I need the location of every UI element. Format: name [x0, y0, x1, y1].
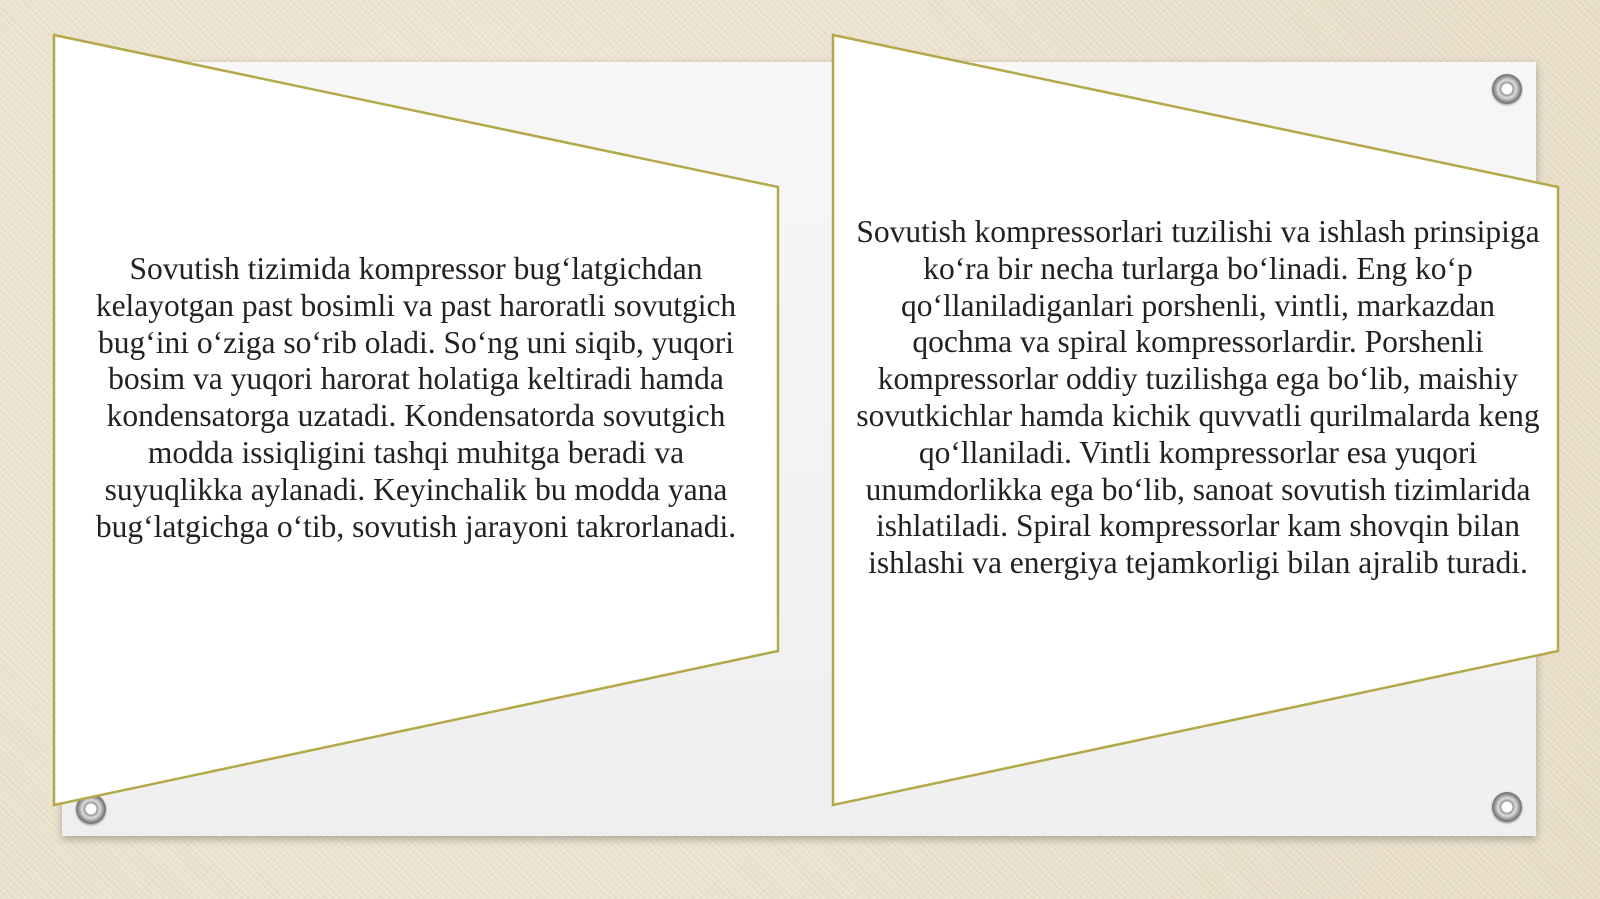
right-panel-text: [848, 214, 1548, 582]
left-panel-paragraph: Sovutish tizimida kompressor bug‘latgichdan kelayotgan past bosimli va past haroratli sovutgich bug‘ini o‘ziga so‘rib oladi. So‘ng uni siqib, yuqori bosim va yuqori harorat holatiga keltiradi hamda kondensatorga uzatadi. Kondensatorda sovutgich modda issiqligini tashqi muhitga beradi va suyuqlikka aylanadi. Keyinchalik bu modda yana bug‘latgichga o‘tib, sovutish jarayoni takrorlanadi.: [95, 251, 737, 544]
right-panel-paragraph: Sovutish kompressorlari tuzilishi va ishlash prinsipiga ko‘ra bir necha turlarga bo‘linadi. Eng ko‘p qo‘llaniladiganlari porshenli, vintli, markazdan qochma va spiral kompressorlardir. Porshenli kompressorlar oddiy tuzilishga ega bo‘lib, maishiy sovutkichlar hamda kichik quvvatli qurilmalarda keng qo‘llaniladi. Vintli kompressorlar esa yuqori unumdorlikka ega bo‘lib, sanoat sovutish tizimlarida ishlatiladi. Spiral kompressorlar kam shovqin bilan ishlashi va energiya tejamkorligi bilan ajralib turadi.: [856, 214, 1540, 581]
left-panel-text: [78, 251, 754, 545]
